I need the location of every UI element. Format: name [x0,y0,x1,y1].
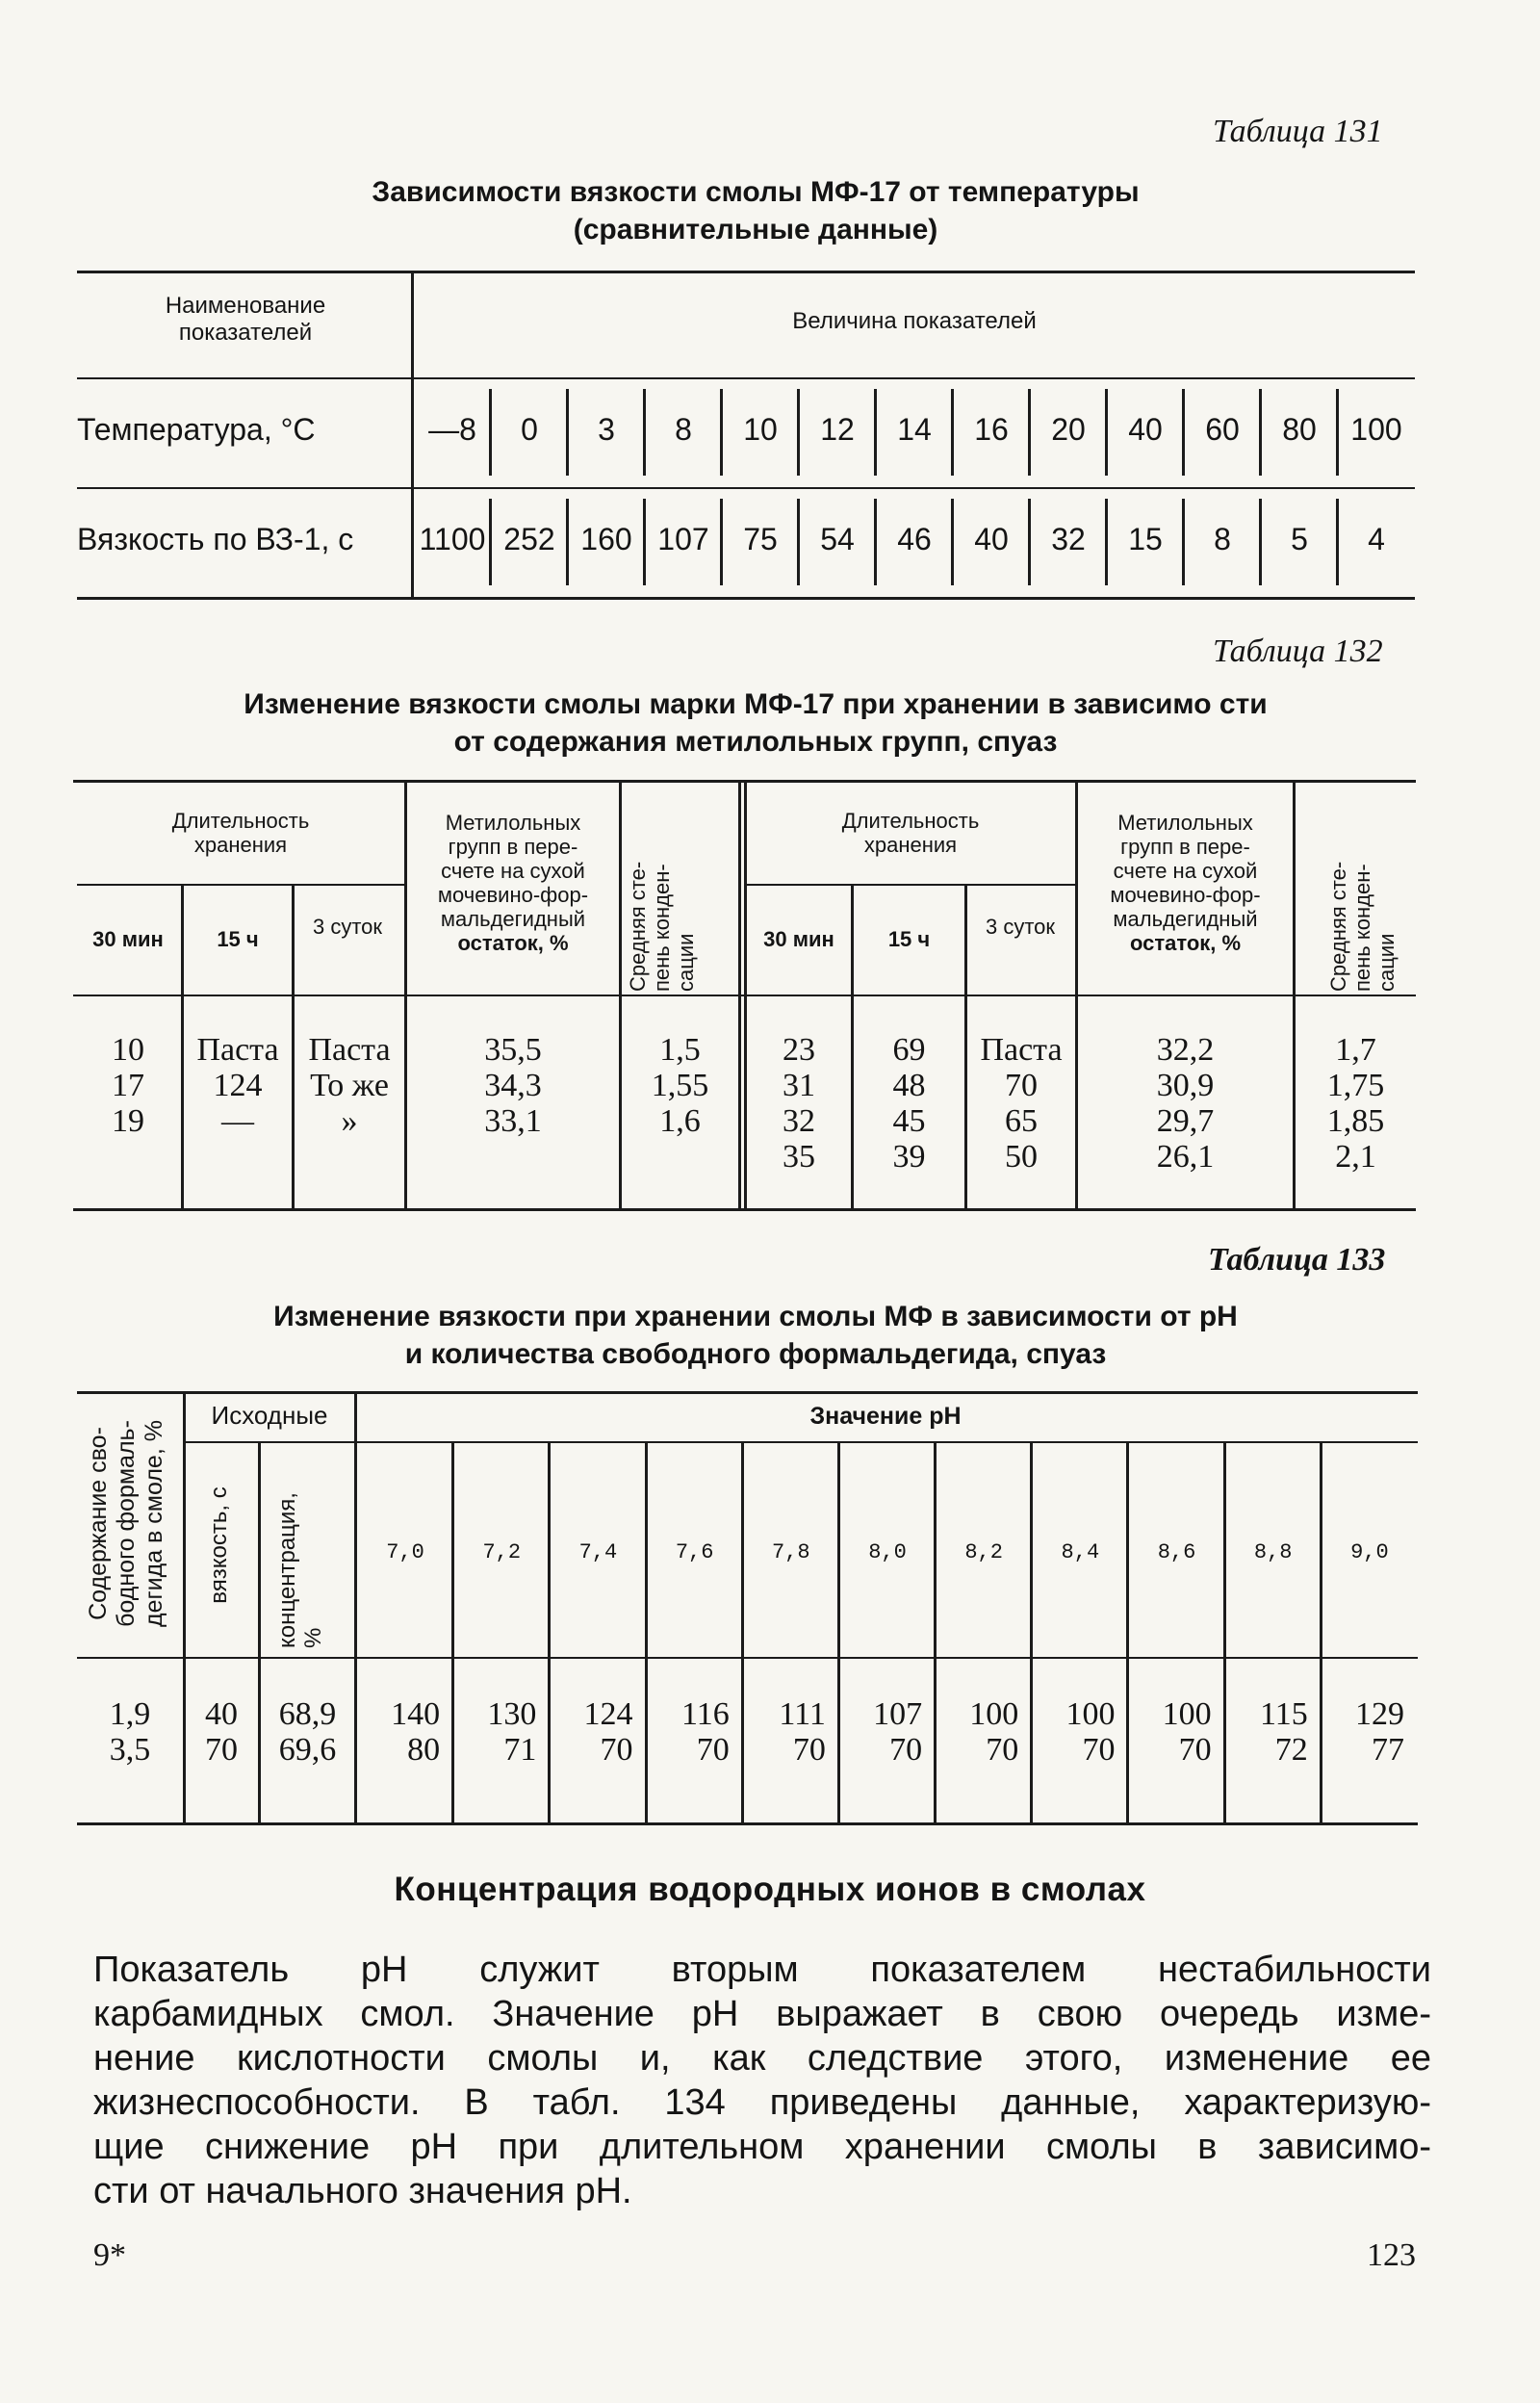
table-131-cell: 5 [1291,522,1308,556]
table-132-left-methylol-line-1: Метилольных [445,811,581,835]
table-133-title-line-1: Изменение вязкости при хранении смолы МФ в зависимости от рН [273,1301,1238,1332]
paragraph-line: Показатель рН служит вторым показателем нестабильности [93,1950,1431,1990]
table-132-left-methylol-header [407,811,619,955]
table-132-cell: 17 [112,1068,144,1103]
table-132-left-col-15h-values [184,1032,292,1139]
table-133-ph-value: 7,6 [675,1540,714,1564]
table-132-right-col-30min-values [747,1032,851,1175]
table-131-cell: 60 [1205,412,1240,447]
table-133-cell: 107 [873,1696,923,1732]
table-132-right-methylol-line-4: мочевино-фор- [1110,883,1261,907]
table-131-column-rule [874,499,877,585]
table-132-right-methylol-header [1078,811,1293,955]
table-133-cell: 70 [889,1732,923,1768]
table-131-header-right: Величина показателей [792,308,1037,334]
paragraph-line: щие снижение рН при длительном хранении смолы в зависимо- [93,2127,1431,2167]
table-132-right-col-15h-values [854,1032,964,1175]
table-131-cell: 12 [820,412,855,447]
table-132-cell: — [221,1103,254,1139]
table-131-header-left-line-1: Наименование [165,293,326,319]
table-132-left-methylol-line-2: групп в пере- [448,835,578,859]
table-133-ph-column-values [1225,1696,1308,1768]
table-133-cell: 70 [1178,1732,1212,1768]
table-131-cell: —8 [428,412,476,447]
table-132-cell: 1,7 [1335,1032,1376,1068]
section-heading: Концентрация водородных ионов в смолах [394,1871,1146,1908]
table-132-cell: 23 [783,1032,815,1068]
table-132-right-col-3days: 3 суток [985,915,1056,939]
table-131-title-line-2: (сравнительные данные) [573,214,938,245]
table-132-right-degree-line-1: Средняя сте- [1326,861,1350,992]
table-133-formaldehyde-line-2: бодного формаль- [113,1420,140,1627]
table-133-cell: 115 [1260,1696,1308,1732]
table-133-ph-value: 8,6 [1157,1540,1196,1564]
table-131-cell: 10 [743,412,778,447]
table-131-column-rule [720,499,723,585]
table-132-right-degree-line-3: сации [1374,933,1399,992]
table-132-label: Таблица 132 [1213,633,1383,669]
table-133-cell: 71 [503,1732,537,1768]
table-131-cell: 32 [1051,522,1086,556]
table-132-cell: 26,1 [1156,1139,1215,1175]
table-133-ph-column-values [1322,1696,1404,1768]
table-133-viscosity-header: вязкость, с [206,1486,232,1604]
table-133-ph-column-values [647,1696,730,1768]
table-133-ph-column-values [453,1696,536,1768]
table-131-column-rule [1336,499,1339,585]
table-133-ph-value: 7,2 [482,1540,522,1564]
table-131-column-rule [874,389,877,476]
table-133-cell: 40 [205,1696,238,1732]
table-132-cell: 48 [892,1068,926,1103]
table-132-right-methylol-line-3: счете на сухой [1113,859,1258,883]
table-131-cell: 4 [1368,522,1385,556]
table-132-right-duration-header-line-2: хранения [863,833,958,857]
table-132-cell: Паста [980,1032,1063,1068]
table-132-cell: Паста [196,1032,279,1068]
table-132-cell: 65 [1005,1103,1038,1139]
table-132-left-col-15h: 15 ч [217,927,259,951]
table-133-ph-column-values [1128,1696,1211,1768]
table-133-title-line-2: и количества свободного формальдегида, спуаз [404,1338,1107,1370]
table-131-cell: 80 [1282,412,1317,447]
table-132-left-methylol-line-3: счете на сухой [441,859,585,883]
table-132-right-col-30min: 30 мин [763,927,834,951]
table-132-cell: 29,7 [1156,1103,1215,1139]
table-133-ph-value: 8,4 [1061,1540,1100,1564]
table-131-cell: 20 [1051,412,1086,447]
table-132-cell: 32,2 [1156,1032,1215,1068]
paragraph-line: жизнеспособности. В табл. 134 приведены данные, характеризую- [93,2082,1431,2123]
table-133-cell: 70 [986,1732,1019,1768]
table-132-left-degree-line-2: пень конден- [650,864,674,992]
table-133-col-formaldehyde [77,1696,183,1768]
table-131-column-rule [1182,389,1185,476]
table-133-cell: 70 [1082,1732,1116,1768]
section-paragraph [93,1948,1431,2213]
table-132-cell: То же [310,1068,389,1103]
table-131-cell: 252 [503,522,555,556]
table-133-cell: 129 [1354,1696,1404,1732]
table-131-column-rule [1028,389,1031,476]
table-133-cell: 111 [779,1696,826,1732]
table-131-column-rule [1028,499,1031,585]
table-131-cell: 0 [521,412,538,447]
table-132-left-degree-line-1: Средняя сте- [626,861,650,992]
table-132-left-methylol-line-5: мальдегидный [440,907,586,931]
table-133-ph-column-values [936,1696,1018,1768]
table-131-cell: 40 [1128,412,1163,447]
table-132-left-col-3days-values [295,1032,404,1139]
table-133-ph-value: 7,4 [578,1540,618,1564]
table-132-cell: 50 [1005,1139,1038,1175]
table-132-cell: 10 [112,1032,144,1068]
table-133-cell: 69,6 [278,1732,337,1768]
table-133-ph-value: 8,2 [964,1540,1003,1564]
table-133-cell: 70 [205,1732,238,1768]
table-133-ph-column-values [1032,1696,1115,1768]
table-132-right-duration-header [746,809,1075,857]
table-132-cell: 69 [892,1032,926,1068]
table-132-cell: 34,3 [484,1068,542,1103]
table-132-cell: » [341,1103,358,1139]
table-132-right-degree-line-2: пень конден- [1350,864,1374,992]
table-132-right-col-3days-values [967,1032,1075,1175]
paragraph-line: нение кислотности смолы и, как следствие этого, изменение ее [93,2038,1431,2079]
table-133-label: Таблица 133 [1208,1242,1386,1278]
table-133-ph-column-values [743,1696,826,1768]
table-131-header-left-line-2: показателей [178,320,313,346]
table-132-cell: 30,9 [1156,1068,1215,1103]
table-133-ph-column-values [550,1696,632,1768]
table-133-ph-value: 9,0 [1350,1540,1389,1564]
table-133-ph-value: 7,0 [386,1540,424,1564]
table-133-cell: 1,9 [109,1696,151,1732]
table-132-cell: 1,6 [659,1103,701,1139]
table-131-column-rule [797,499,800,585]
table-132-title-line-2: от содержания метилольных групп, спуаз [453,726,1058,758]
table-131-column-rule [1259,499,1262,585]
table-132-left-col-degree-values [622,1032,738,1139]
table-132-right-col-degree-values [1296,1032,1416,1175]
table-133-cell: 72 [1274,1732,1308,1768]
table-133-cell: 130 [487,1696,537,1732]
table-131-column-rule [489,499,492,585]
table-133-cell: 68,9 [278,1696,337,1732]
table-133-cell: 3,5 [109,1732,151,1768]
table-131-cell: 8 [675,412,692,447]
table-131-cell: 15 [1128,522,1163,556]
table-133-cell: 124 [583,1696,633,1732]
table-132-cell: 31 [783,1068,815,1103]
table-131-column-rule [489,389,492,476]
table-131-column-rule [1336,389,1339,476]
table-131-cell: 107 [657,522,709,556]
table-131-column-rule [1105,389,1108,476]
table-133-cell: 77 [1371,1732,1404,1768]
table-131-cell: 100 [1350,412,1402,447]
table-133-col-viscosity [185,1696,258,1768]
table-131-column-rule [643,389,646,476]
table-131-column-rule [566,499,569,585]
table-131-column-rule [720,389,723,476]
table-131-cell: 14 [897,412,932,447]
table-131-cell: 40 [974,522,1009,556]
table-131-cell: 160 [580,522,632,556]
table-132-cell: 124 [213,1068,263,1103]
table-133-cell: 70 [600,1732,633,1768]
table-133-concentration-header [274,1456,326,1648]
table-133-ph-column-values [839,1696,922,1768]
table-131-column-rule [1105,499,1108,585]
table-132-left-degree-header [626,789,698,992]
table-132-right-degree-header [1326,789,1399,992]
table-132-left-col-methylol-values [407,1032,619,1139]
table-132-right-col-15h: 15 ч [887,927,931,951]
table-132-cell: 33,1 [484,1103,542,1139]
table-132-right-methylol-line-6: остаток, % [1129,931,1242,955]
table-131-cell: 8 [1214,522,1231,556]
table-131-cell: 46 [897,522,932,556]
table-132-cell: 1,85 [1326,1103,1385,1139]
table-131-cell: 3 [598,412,615,447]
table-133-cell: 100 [1162,1696,1212,1732]
paragraph-line: сти от начального значения рН. [93,2171,632,2211]
table-132-right-methylol-line-1: Метилольных [1117,811,1253,835]
table-132-cell: Паста [308,1032,391,1068]
table-132-cell: 1,75 [1326,1068,1385,1103]
table-133-formaldehyde-line-1: Содержание сво- [85,1427,112,1620]
table-132-cell: 1,5 [659,1032,701,1068]
table-131-cell: 75 [743,522,778,556]
table-131-column-rule [1182,499,1185,585]
table-133-concentration-line-2: % [300,1627,326,1648]
signature-mark: 9* [93,2237,126,2273]
table-131-column-rule [951,389,954,476]
table-131-cell: 16 [974,412,1009,447]
table-133-ph-value: 7,8 [772,1540,810,1564]
table-131-row-name: Вязкость по ВЗ-1, с [77,522,354,556]
table-132-left-degree-line-3: сации [674,933,698,992]
table-132-cell: 39 [892,1139,926,1175]
table-132-right-duration-header-line-1: Длительность [841,809,980,833]
table-133-cell: 100 [1065,1696,1116,1732]
table-132-left-methylol-line-6: остаток, % [457,931,569,955]
table-133-cell: 100 [969,1696,1019,1732]
table-132-left-col-30min-values [75,1032,181,1139]
table-133-cell: 140 [391,1696,441,1732]
table-131-column-rule [566,389,569,476]
table-131-title [125,173,1386,248]
table-132-left-duration-header-line-1: Длительность [171,809,310,833]
table-132-right-col-methylol-values [1078,1032,1293,1175]
table-132-cell: 35,5 [484,1032,542,1068]
table-131-column-rule [643,499,646,585]
table-133-concentration-line-1: концентрация, [274,1492,300,1648]
table-133-title [125,1298,1386,1373]
table-131-header-left [87,293,404,347]
table-132-left-col-3days: 3 суток [312,915,383,939]
table-132-left-methylol-line-4: мочевино-фор- [437,883,589,907]
paragraph-line: карбамидных смол. Значение рН выражает в свою очередь изме- [93,1994,1431,2034]
table-131-column-rule [797,389,800,476]
page-number: 123 [1367,2237,1416,2273]
table-132-left-duration-header [77,809,404,857]
table-133-ph-column-values [357,1696,440,1768]
table-133-cell: 80 [407,1732,441,1768]
table-133-ph-value: 8,8 [1253,1540,1293,1564]
table-132-cell: 19 [112,1103,144,1139]
table-132-cell: 2,1 [1335,1139,1376,1175]
table-133-formaldehyde-header [85,1396,168,1651]
table-131-cell: 54 [820,522,855,556]
table-132-cell: 1,55 [651,1068,709,1103]
table-131-column-rule [951,499,954,585]
table-133-formaldehyde-line-3: дегида в смоле, % [141,1420,167,1627]
table-132-left-col-30min: 30 мин [92,927,164,951]
table-132-cell: 32 [783,1103,815,1139]
table-132-right-methylol-line-2: групп в пере- [1120,835,1250,859]
table-133-cell: 70 [696,1732,730,1768]
table-133-ph-value: 8,0 [868,1540,907,1564]
table-132-cell: 35 [783,1139,815,1175]
table-133-cell: 116 [680,1696,730,1732]
table-132-cell: 70 [1005,1068,1038,1103]
table-131-title-line-1: Зависимости вязкости смолы МФ-17 от температуры [372,176,1140,208]
table-131-row-name: Температура, °С [77,412,316,447]
table-131-label: Таблица 131 [1213,114,1383,149]
table-133-col-concentration [261,1696,354,1768]
table-133-ph-header: Значение рН [809,1403,962,1430]
table-131-column-rule [1259,389,1262,476]
table-131-cell: 1100 [419,522,486,556]
table-132-left-duration-header-line-2: хранения [193,833,288,857]
table-132-right-methylol-line-5: мальдегидный [1113,907,1258,931]
table-132-title-line-1: Изменение вязкости смолы марки МФ-17 при хранении в зависимо сти [244,688,1268,720]
table-133-initial-header: Исходные [211,1401,328,1430]
table-132-cell: 45 [892,1103,926,1139]
table-133-cell: 70 [792,1732,826,1768]
table-132-title [125,685,1386,761]
